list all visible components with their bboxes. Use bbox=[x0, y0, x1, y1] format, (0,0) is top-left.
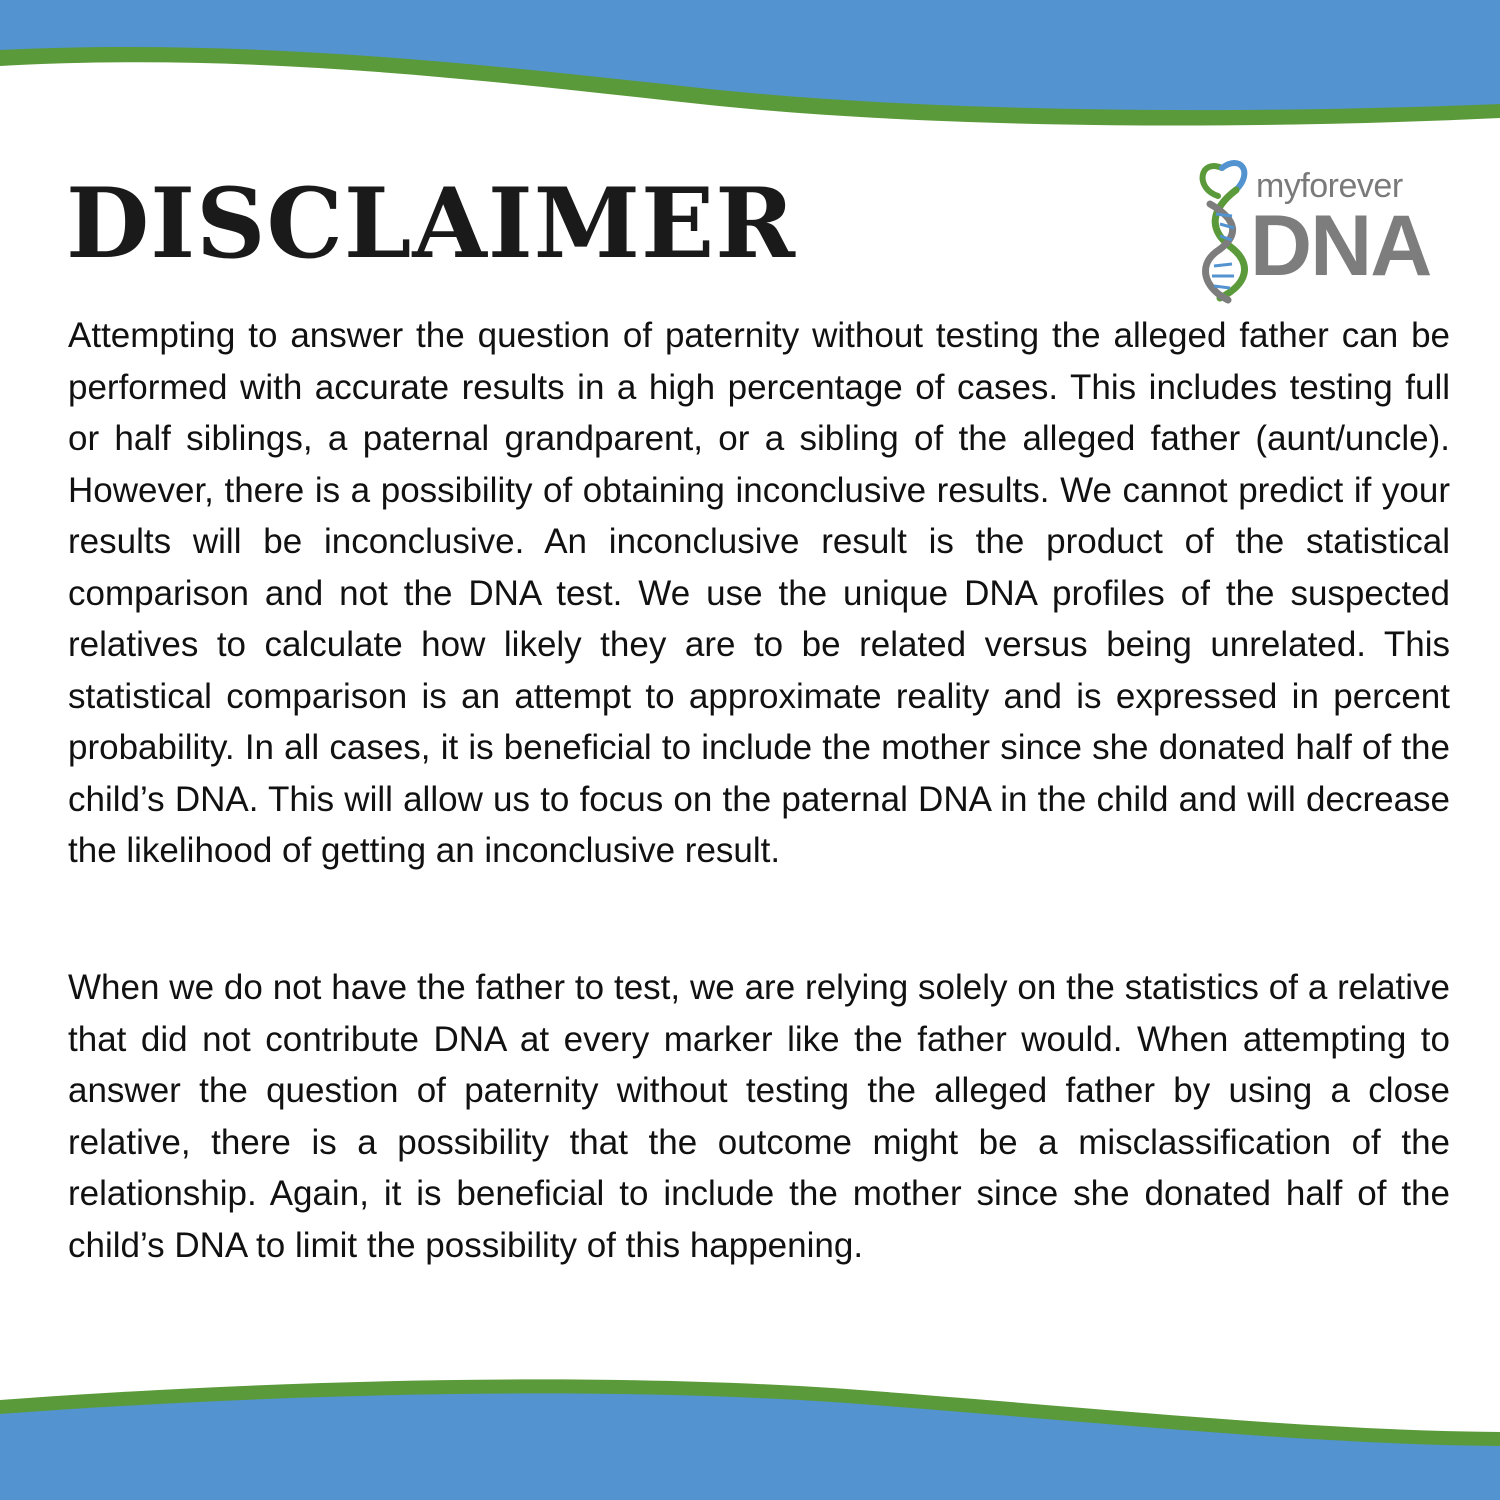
myforever-dna-logo bbox=[1190, 148, 1440, 308]
logo-big-text: DNA bbox=[1250, 198, 1431, 294]
bottom-wave-decoration bbox=[0, 1350, 1500, 1500]
top-wave-decoration bbox=[0, 0, 1500, 140]
logo-small-text: myforever bbox=[1256, 167, 1403, 205]
disclaimer-paragraph-2: When we do not have the father to test, we are relying solely on the statistics of a relative that did not contribute DNA at every marker like the father would. When attempting to answer the question of paternity without testing the alleged father by using a close relative, there is a possibility that the outcome might be a misclassification of the relationship. Again, it is beneficial to include the mother since she donated half of the child’s DNA to limit the possibility of this happening. bbox=[68, 968, 1450, 1265]
page-title: DISCLAIMER bbox=[66, 167, 796, 280]
disclaimer-paragraph-1: Attempting to answer the question of paternity without testing the alleged father can be performed with accurate results in a high percentage of cases. This includes testing full or half siblings, a paternal grandparent, or a sibling of the alleged father (aunt/uncle). However, there is a possibility of obtaining inconclusive results. We cannot predict if your results will be inconclusive. An inconclusive result is the product of the statistical comparison and not the DNA test. We use the unique DNA profiles of the suspected relatives to calculate how likely they are to be related versus being unrelated. This statistical comparison is an attempt to approximate reality and is expressed in percent probability. In all cases, it is beneficial to include the mother since she donated half of the child’s DNA. This will allow us to focus on the paternal DNA in the child and will decrease the likelihood of getting an inconclusive result. bbox=[68, 316, 1450, 870]
bottom-wave-blue bbox=[0, 1393, 1500, 1500]
